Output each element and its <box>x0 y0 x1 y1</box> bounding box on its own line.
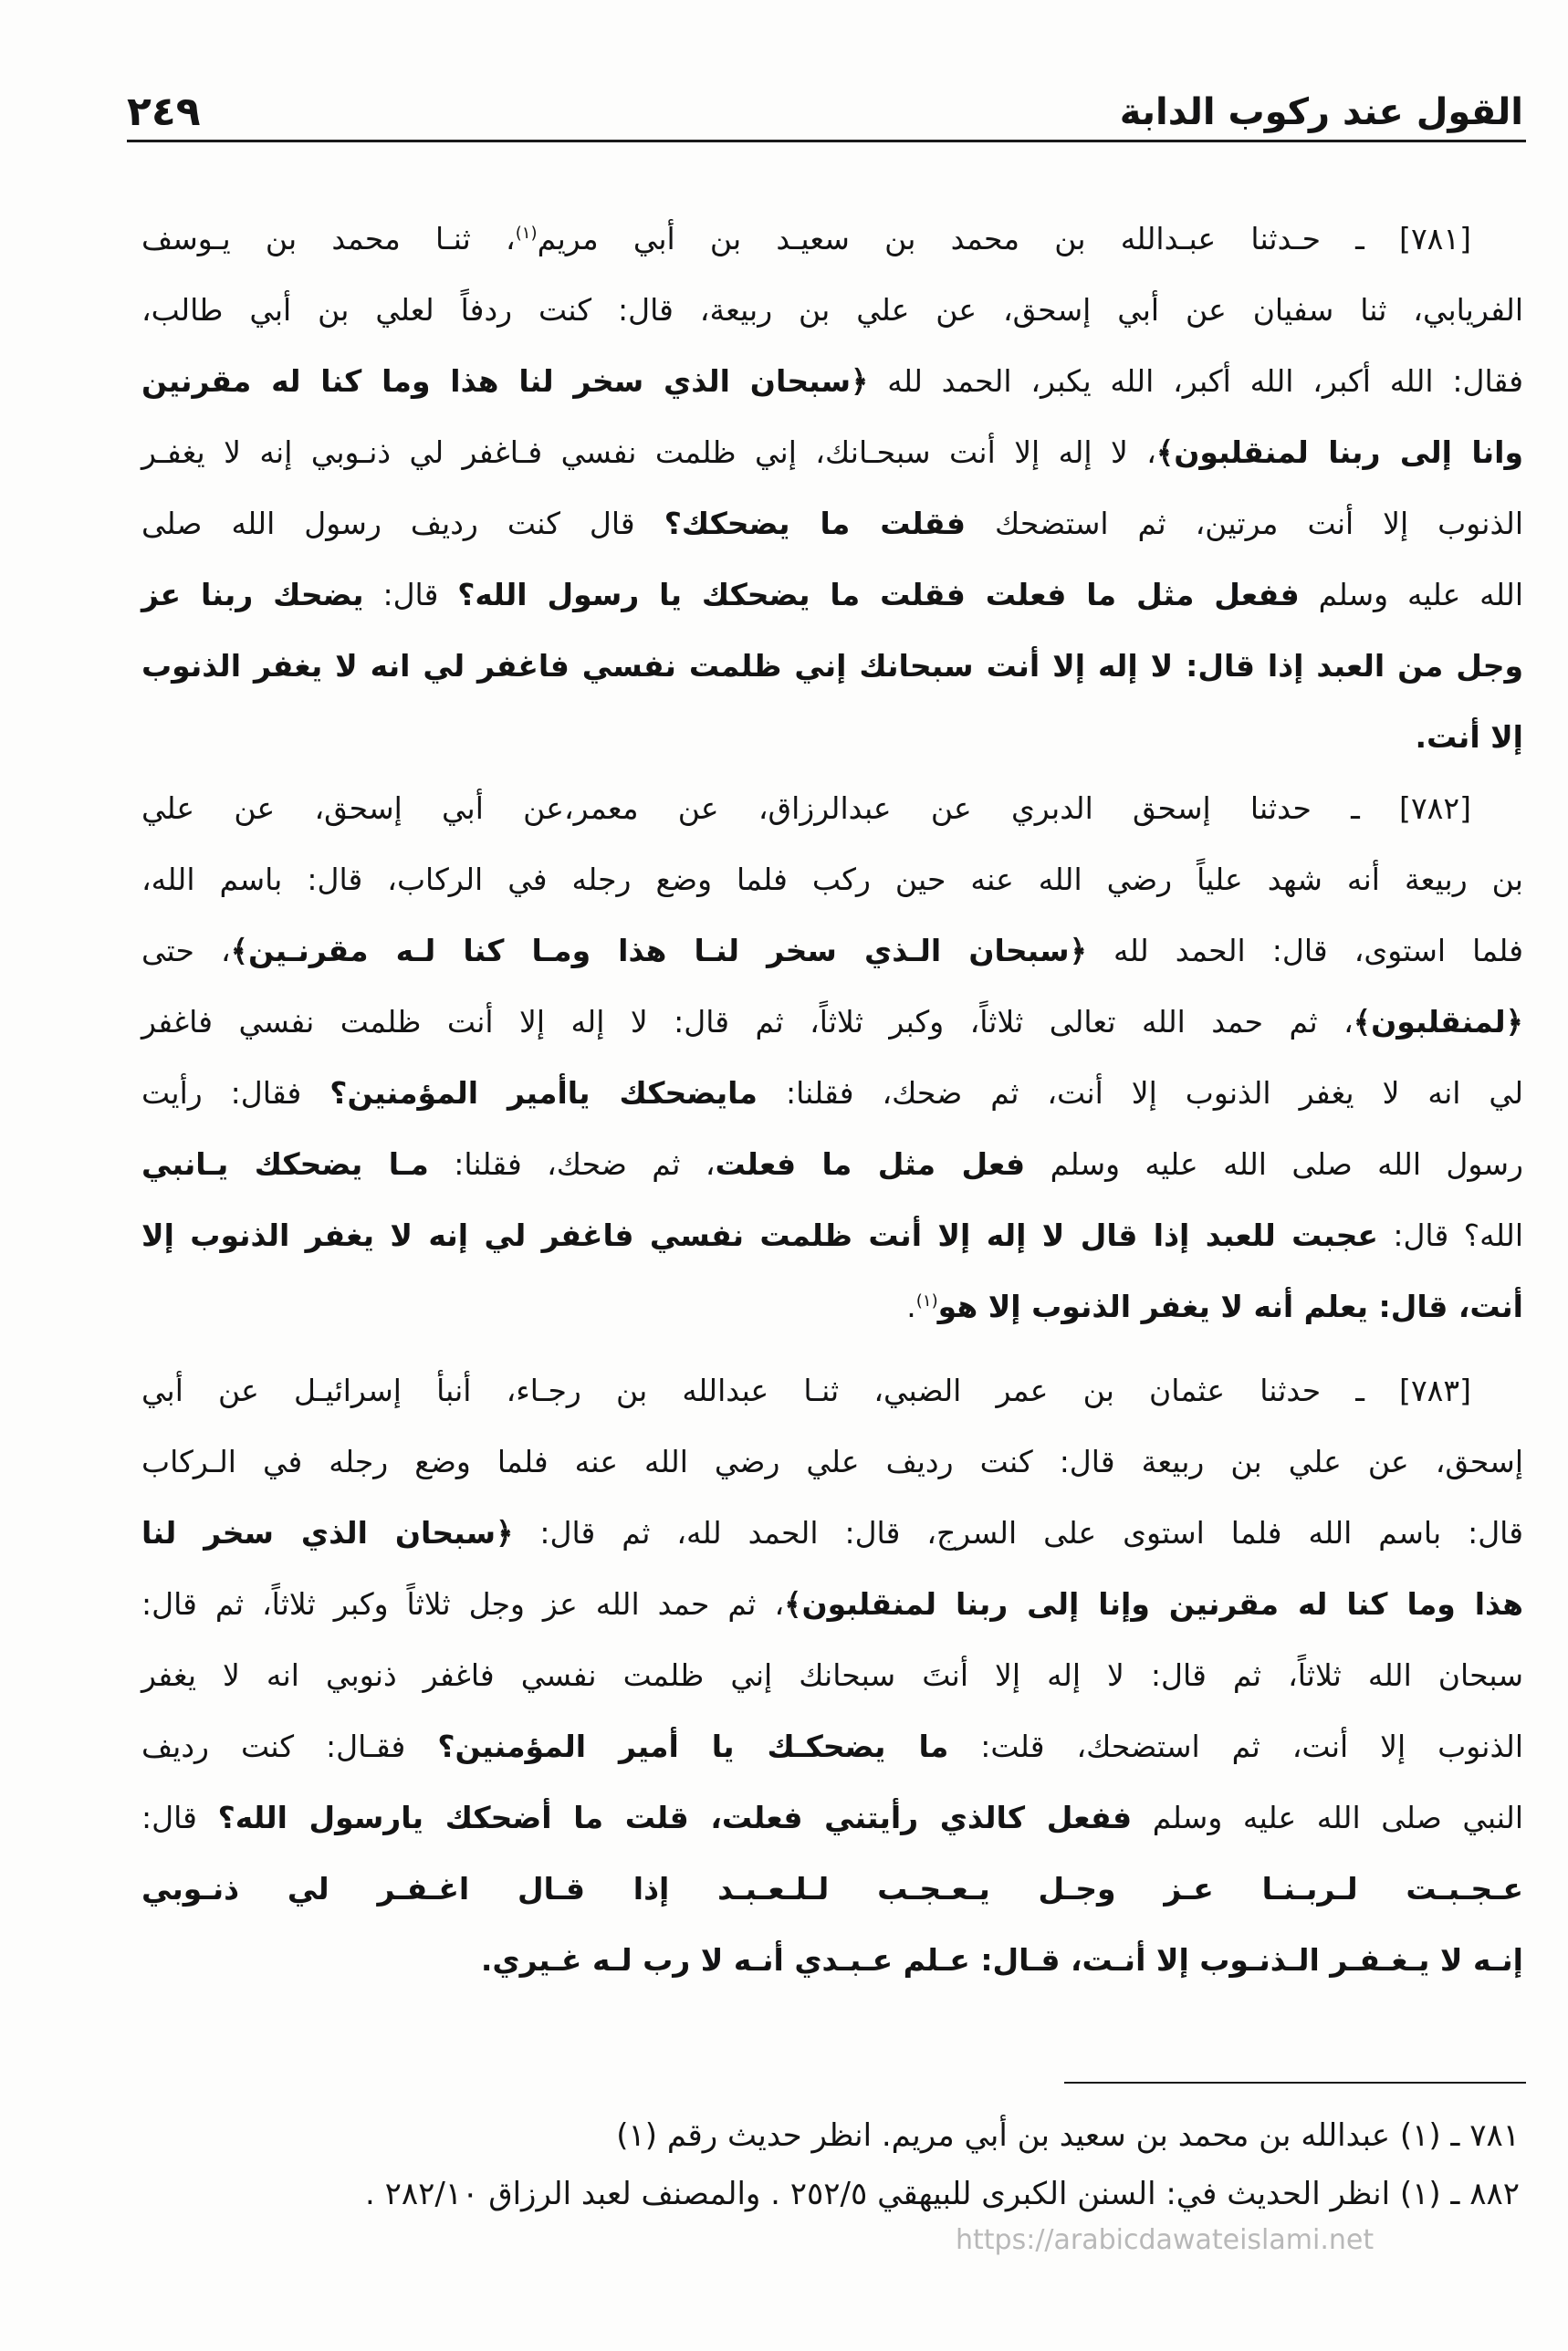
text-segment: الذنوب إلا أنت، ثم استضحك، قلت: <box>948 1729 1523 1764</box>
text-segment: الذنوب إلا أنت مرتين، ثم استضحك <box>966 506 1524 541</box>
emphasized-text: ﴿سبحان الذي سخر لنا <box>141 1515 514 1551</box>
footnote-rule <box>1064 2082 1526 2084</box>
text-segment: ، ثم ضحك، فقلنا: <box>428 1146 716 1182</box>
text-line <box>141 987 1523 1058</box>
text-segment: ، ثنـا محمد بن يـوسف <box>141 221 516 256</box>
text-segment: . <box>906 1289 916 1324</box>
text-segment: ، حتى <box>141 933 231 968</box>
text-line <box>141 702 1523 773</box>
emphasized-text: عجبت للعبد إذا قال لا إله إلا أنت ظلمت نفسي فاغفر لي إنه لا يغفر الذنوب إلا <box>141 1217 1378 1253</box>
text-segment: فلما استوى، قال: الحمد لله <box>1086 933 1524 968</box>
page-number: ٢٤٩ <box>127 89 201 135</box>
emphasized-text: وانا إلى ربنا لمنقلبون﴾ <box>1155 434 1524 470</box>
text-segment: [٧٨٣] ـ حدثنا عثمان بن عمر الضبي، ثنـا عبدالله بن رجـاء، أنبأ إسرائيـل عن أبي <box>141 1373 1471 1408</box>
text-segment: لي انه لا يغفر الذنوب إلا أنت، ثم ضحك، فقلنا: <box>757 1075 1523 1111</box>
emphasized-text: مايضحكك ياأمير المؤمنين؟ <box>329 1075 758 1111</box>
text-line <box>141 204 1523 275</box>
emphasized-text: وجل من العبد إذا قال: لا إله إلا أنت سبحانك إني ظلمت نفسي فاغفر لي انه لا يغفر الذنوب <box>141 648 1523 684</box>
text-segment: بن ربيعة أنه شهد علياً رضي الله عنه حين ركب فلما وضع رجله في الركاب، قال: باسم الله، <box>141 862 1523 897</box>
hadith-782 <box>141 773 1523 1343</box>
text-line <box>141 1498 1523 1569</box>
text-line <box>141 915 1523 987</box>
text-segment: ، ثم حمد الله تعالى ثلاثاً، وكبر ثلاثاً، ثم قال: لا إله إلا أنت ظلمت نفسي فاغفر <box>141 1004 1354 1040</box>
header-rule <box>127 140 1526 142</box>
text-segment: النبي صلى الله عليه وسلم <box>1132 1800 1523 1835</box>
emphasized-text: ما يضحكـك يا أمير المؤمنين؟ <box>437 1729 949 1764</box>
text-line <box>141 1711 1523 1782</box>
emphasized-text: ففعل مثل ما فعلت فقلت ما يضحكك يا رسول الله؟ <box>457 577 1300 612</box>
text-segment: رسول الله صلى الله عليه وسلم <box>1025 1146 1523 1182</box>
text-line <box>141 1925 1523 1996</box>
text-segment: الفريابي، ثنا سفيان عن أبي إسحق، عن علي بن ربيعة، قال: كنت ردفاً لعلي بن أبي طالب، <box>141 292 1523 328</box>
text-segment: سبحان الله ثلاثاً، ثم قال: لا إله إلا أنتَ سبحانك إني ظلمت نفسي فاغفر ذنوبي انه لا يغفر <box>141 1657 1523 1693</box>
emphasized-text: هذا وما كنا له مقرنين وإنا إلى ربنا لمنقلبون﴾ <box>784 1586 1523 1622</box>
emphasized-text: مـا يضحكك يـانبي <box>141 1146 429 1182</box>
text-segment: ، لا إله إلا أنت سبحـانك، إني ظلمت نفسي فـاغفر لي ذنـوبي إنه لا يغفـر <box>141 434 1156 470</box>
text-segment: إسحق، عن علي بن ربيعة قال: كنت رديف علي رضي الله عنه فلما وضع رجله في الـركاب <box>141 1444 1523 1479</box>
text-line <box>141 1854 1523 1925</box>
text-line <box>141 773 1523 844</box>
text-line <box>141 346 1523 417</box>
chapter-title: القول عند ركوب الدابة <box>1119 91 1523 133</box>
text-segment: [٧٨١] ـ حـدثنا عبـدالله بن محمد بن سعيـد بن أبي مريم <box>537 221 1471 256</box>
hadith-text <box>141 204 1523 1996</box>
footnote-782: ٨٨٢ ـ (١) انظر الحديث في: السنن الكبرى للبيهقي ٢٥٢/٥ . والمصنف لعبد الرزاق ٢٨٢/١٠ . <box>365 2176 1520 2212</box>
text-line <box>141 488 1523 559</box>
emphasized-text: يضحك ربنا عز <box>141 577 364 612</box>
text-line <box>141 1271 1523 1343</box>
text-line <box>141 631 1523 702</box>
text-segment: قال: <box>141 1800 218 1835</box>
text-segment: [٧٨٢] ـ حدثنا إسحق الدبري عن عبدالرزاق، عن معمر،عن أبي إسحق، عن علي <box>141 790 1471 826</box>
running-header <box>127 84 1523 141</box>
emphasized-text: ﴿لمنقلبون﴾ <box>1353 1004 1523 1040</box>
text-segment: الله عليه وسلم <box>1299 577 1523 612</box>
footnote-marker: (١) <box>915 1291 938 1311</box>
text-line <box>141 1569 1523 1640</box>
emphasized-text: فعل مثل ما فعلت <box>715 1146 1026 1182</box>
emphasized-text: فقلت ما يضحكك؟ <box>664 506 967 541</box>
watermark-url: https://arabicdawateislami.net <box>956 2224 1375 2256</box>
text-segment: قال: باسم الله فلما استوى على السرج، قال: الحمد لله، ثم قال: <box>513 1515 1524 1551</box>
text-line <box>141 1782 1523 1854</box>
text-segment: ، ثم حمد الله عز وجل ثلاثاً وكبر ثلاثاً، ثم قال: <box>141 1586 785 1622</box>
text-segment: فقـال: كنت رديف <box>141 1729 438 1764</box>
text-line <box>141 844 1523 915</box>
text-line <box>141 559 1523 631</box>
emphasized-text: عـجـبـت لـربـنـا عـز وجـل يـعـجـب لـلـعـبـد إذا قـال اغـفـر لي ذنـوبي <box>141 1871 1523 1907</box>
emphasized-text: إنـه لا يـغـفـر الـذنـوب إلا أنـت، قـال: عـلم عـبـدي أنـه لا رب لـه غـيري. <box>480 1942 1523 1978</box>
footnote-marker: (١) <box>515 224 538 243</box>
text-line <box>141 1355 1523 1426</box>
text-line <box>141 1640 1523 1711</box>
text-line <box>141 275 1523 346</box>
hadith-781 <box>141 204 1523 773</box>
text-segment: قال كنت رديف رسول الله صلى <box>141 506 664 541</box>
hadith-783 <box>141 1355 1523 1996</box>
emphasized-text: ففعل كالذي رأيتني فعلت، قلت ما أضحكك يارسول الله؟ <box>217 1800 1133 1835</box>
footnotes <box>141 2106 1520 2223</box>
emphasized-text: إلا أنت. <box>1415 719 1523 755</box>
text-segment: فقال: الله أكبر، الله أكبر، الله يكبر، الحمد لله <box>868 363 1523 399</box>
text-line <box>141 1200 1523 1271</box>
text-line <box>141 1058 1523 1129</box>
text-segment: الله؟ قال: <box>1377 1217 1523 1253</box>
emphasized-text: أنت، قال: يعلم أنه لا يغفر الذنوب إلا هو <box>937 1289 1523 1324</box>
emphasized-text: ﴿سبحان الـذي سخر لنـا هذا ومـا كنا لـه مقرنـين﴾ <box>230 933 1087 968</box>
text-line <box>141 1426 1523 1498</box>
text-line <box>141 1129 1523 1200</box>
footnote-781: ٧٨١ ـ (١) عبدالله بن محمد بن سعيد بن أبي مريم. انظر حديث رقم (١) <box>616 2117 1520 2154</box>
text-segment: قال: <box>363 577 458 612</box>
text-segment: فقال: رأيت <box>141 1075 330 1111</box>
text-line <box>141 417 1523 488</box>
emphasized-text: ﴿سبحان الذي سخر لنا هذا وما كنا له مقرنين <box>141 363 869 399</box>
